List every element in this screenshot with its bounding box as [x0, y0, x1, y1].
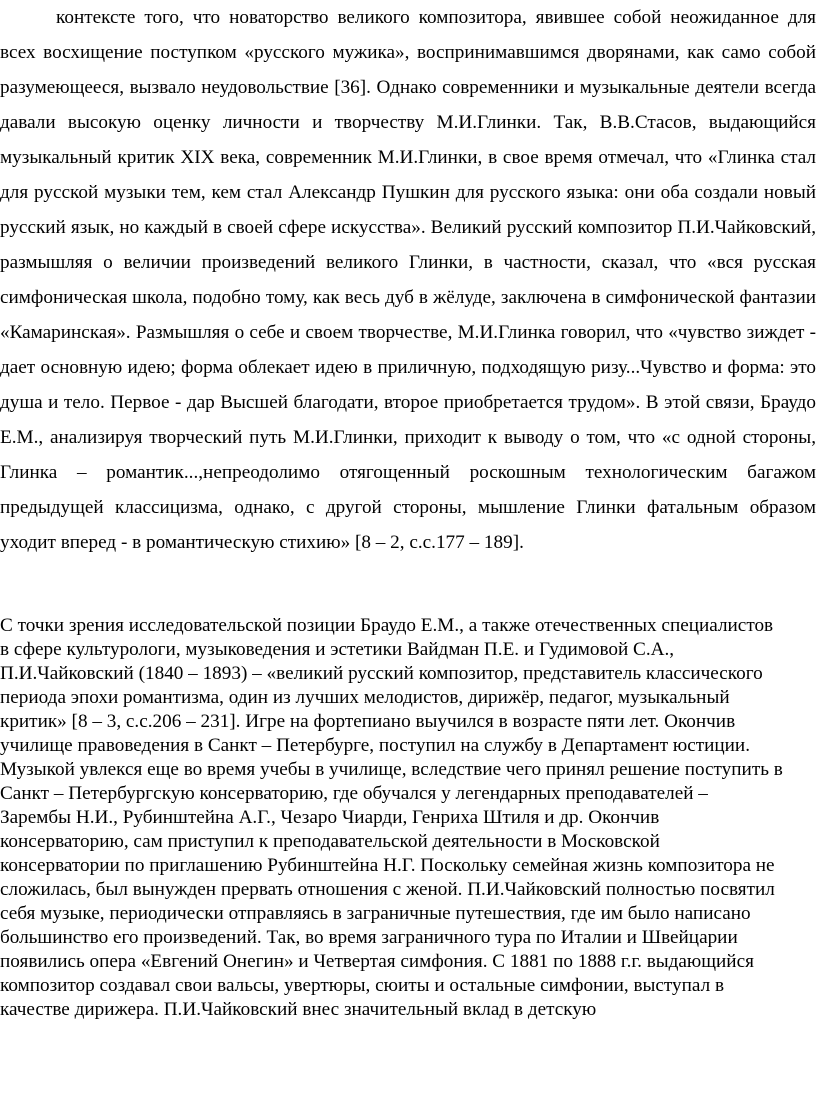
paragraph-tchaikovsky: С точки зрения исследовательской позиции Браудо Е.М., а также отечественных специалистов в сфере культурологи, музыковедения и эстетики Вайдман П.Е. и Гудимовой С.А., П.И.Чайковский (1840 – 1893) – «великий русский композитор, представитель классического периода эпохи романтизма, один из лучших мелодистов, дирижёр, педагог, музыкальный критик» [8 – 3, с.с.206 – 231]. Игре на фортепиано выучился в возрасте пяти лет. Окончив училище правоведения в Санкт – Петербурге, поступил на службу в Департамент юстиции. Музыкой увлекся еще во время учебы в училище, вследствие чего принял решение поступить в Санкт – Петербургскую консерваторию, где обучался у легендарных преподавателей – Зарембы Н.И., Рубинштейна А.Г., Чезаро Чиарди, Генриха Штиля и др. Окончив консерваторию, сам приступил к преподавательской деятельности в Московской консерватории по приглашению Рубинштейна Н.Г. Поскольку семейная жизнь композитора не сложилась, был вынужден прервать отношения с женой. П.И.Чайковский полностью посвятил себя музыке, периодически отправляясь в заграничные путешествия, где им было написано большинство его произведений. Так, во время заграничного тура по Италии и Швейцарии появились опера «Евгений Онегин» и Четвертая симфония. С 1881 по 1888 г.г. выдающийся композитор создавал свои вальсы, увертюры, сюиты и остальные симфонии, выступал в качестве дирижера. П.И.Чайковский внес значительный вклад в детскую — [0, 615, 783, 1020]
paragraph-glinka: контексте того, что новаторство великого композитора, явившее собой неожиданное для всех восхищение поступком «русского мужика», воспринимавшимся дворянами, как само собой разумеющееся, вызвало неудовольствие [36]. Однако современники и музыкальные деятели всегда давали высокую оценку личности и творчеству М.И.Глинки. Так, В.В.Стасов, выдающийся музыкальный критик XIX века, современник М.И.Глинки, в свое время отмечал, что «Глинка стал для русской музыки тем, кем стал Александр Пушкин для русского языка: они оба создали новый русский язык, но каждый в своей сфере искусства». Великий русский композитор П.И.Чайковский, размышляя о величии произведений великого Глинки, в частности, сказал, что «вся русская симфоническая школа, подобно тому, как весь дуб в жёлуде, заключена в симфонической фантазии «Камаринская». Размышляя о себе и своем творчестве, М.И.Глинка говорил, что «чувство зиждет - дает основную идею; форма облекает идею в приличную, подходящую ризу...Чувство и форма: это душа и тело. Первое - дар Высшей благодати, второе приобретается трудом». В этой связи, Браудо Е.М., анализируя творческий путь М.И.Глинки, приходит к выводу о том, что «с одной стороны, Глинка – романтик...,непреодолимо отягощенный роскошным технологическим багажом предыдущей классицизма, однако, с другой стороны, мышление Глинки фатальным образом уходит вперед - в романтическую стихию» [8 – 2, с.с.177 – 189]. — [0, 7, 816, 553]
